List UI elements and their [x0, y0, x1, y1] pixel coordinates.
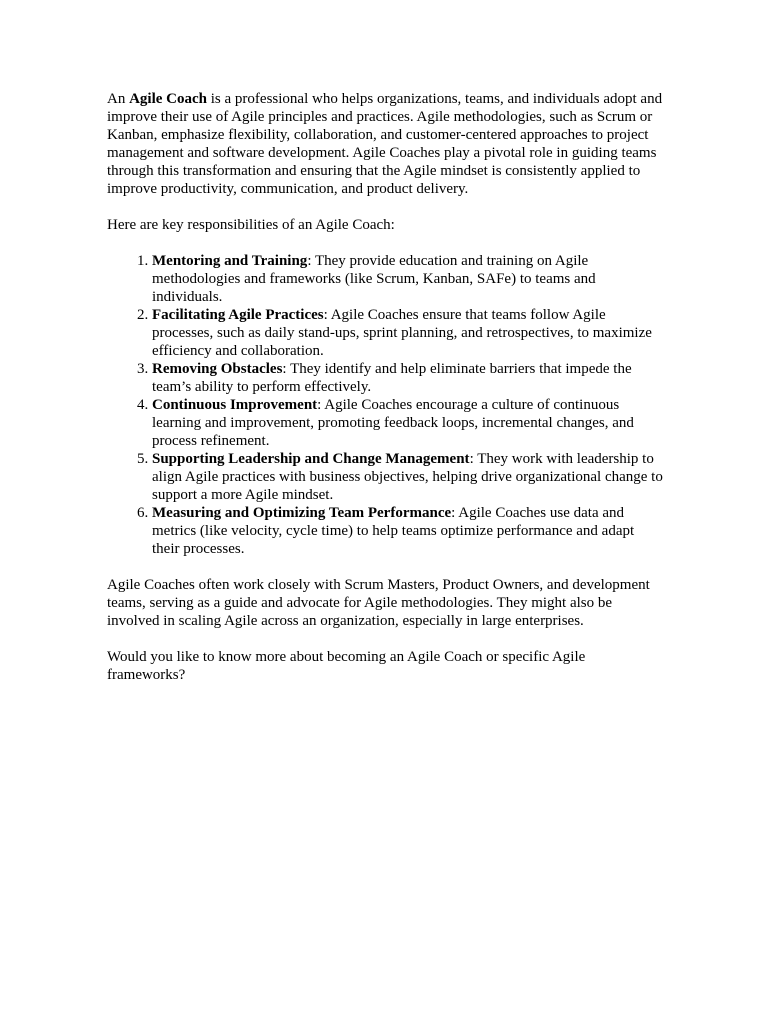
list-item: [152, 504, 663, 558]
list-item-title: Mentoring and Training: [152, 253, 308, 269]
list-item-text: : Agile Coaches ensure that teams follow Agile processes, such as daily stand-ups, sprint planning, and retrospectives, to maximize efficiency and collaboration.: [152, 307, 652, 359]
list-item-text: : They work with leadership to align Agile practices with business objectives, helping drive organizational change to support a more Agile mindset.: [152, 451, 663, 503]
list-intro: Here are key responsibilities of an Agile Coach:: [107, 217, 395, 233]
list-item-title: Facilitating Agile Practices: [152, 307, 324, 323]
intro-term: Agile Coach: [129, 91, 208, 107]
list-item-text: : They provide education and training on Agile methodologies and frameworks (like Scrum, Kanban, SAFe) to teams and individuals.: [152, 253, 596, 305]
list-item: [152, 306, 663, 360]
list-item: [152, 252, 663, 306]
responsibilities-list: [107, 252, 663, 558]
list-item-title: Removing Obstacles: [152, 361, 283, 377]
list-item-title: Measuring and Optimizing Team Performance: [152, 505, 452, 521]
list-item: [152, 450, 663, 504]
intro-paragraph: [107, 90, 663, 198]
list-item-text: : Agile Coaches encourage a culture of continuous learning and improvement, promoting feedback loops, incremental changes, and process refinement.: [152, 397, 634, 449]
document-page: [107, 90, 663, 702]
question-paragraph: Would you like to know more about becoming an Agile Coach or specific Agile frameworks?: [107, 649, 586, 683]
closing-paragraph: Agile Coaches often work closely with Scrum Masters, Product Owners, and development teams, serving as a guide and advocate for Agile methodologies. They might also be involved in scaling Agile across an organization, especially in large enterprises.: [107, 577, 650, 629]
intro-text: is a professional who helps organizations, teams, and individuals adopt and improve their use of Agile principles and practices. Agile methodologies, such as Scrum or Kanban, emphasize flexibility, collaboration, and customer-centered approaches to project management and software development. Agile Coaches play a pivotal role in guiding teams through this transformation and ensuring that the Agile mindset is consistently applied to improve productivity, communication, and product delivery.: [107, 91, 663, 197]
list-item-text: : Agile Coaches use data and metrics (like velocity, cycle time) to help teams optimize performance and adapt their processes.: [152, 505, 635, 557]
list-item: [152, 360, 663, 396]
list-item-title: Supporting Leadership and Change Management: [152, 451, 470, 467]
intro-prefix: An: [107, 91, 130, 107]
list-item-title: Continuous Improvement: [152, 397, 318, 413]
list-item-text: : They identify and help eliminate barriers that impede the team’s ability to perform effectively.: [152, 361, 632, 395]
list-item: [152, 396, 663, 450]
